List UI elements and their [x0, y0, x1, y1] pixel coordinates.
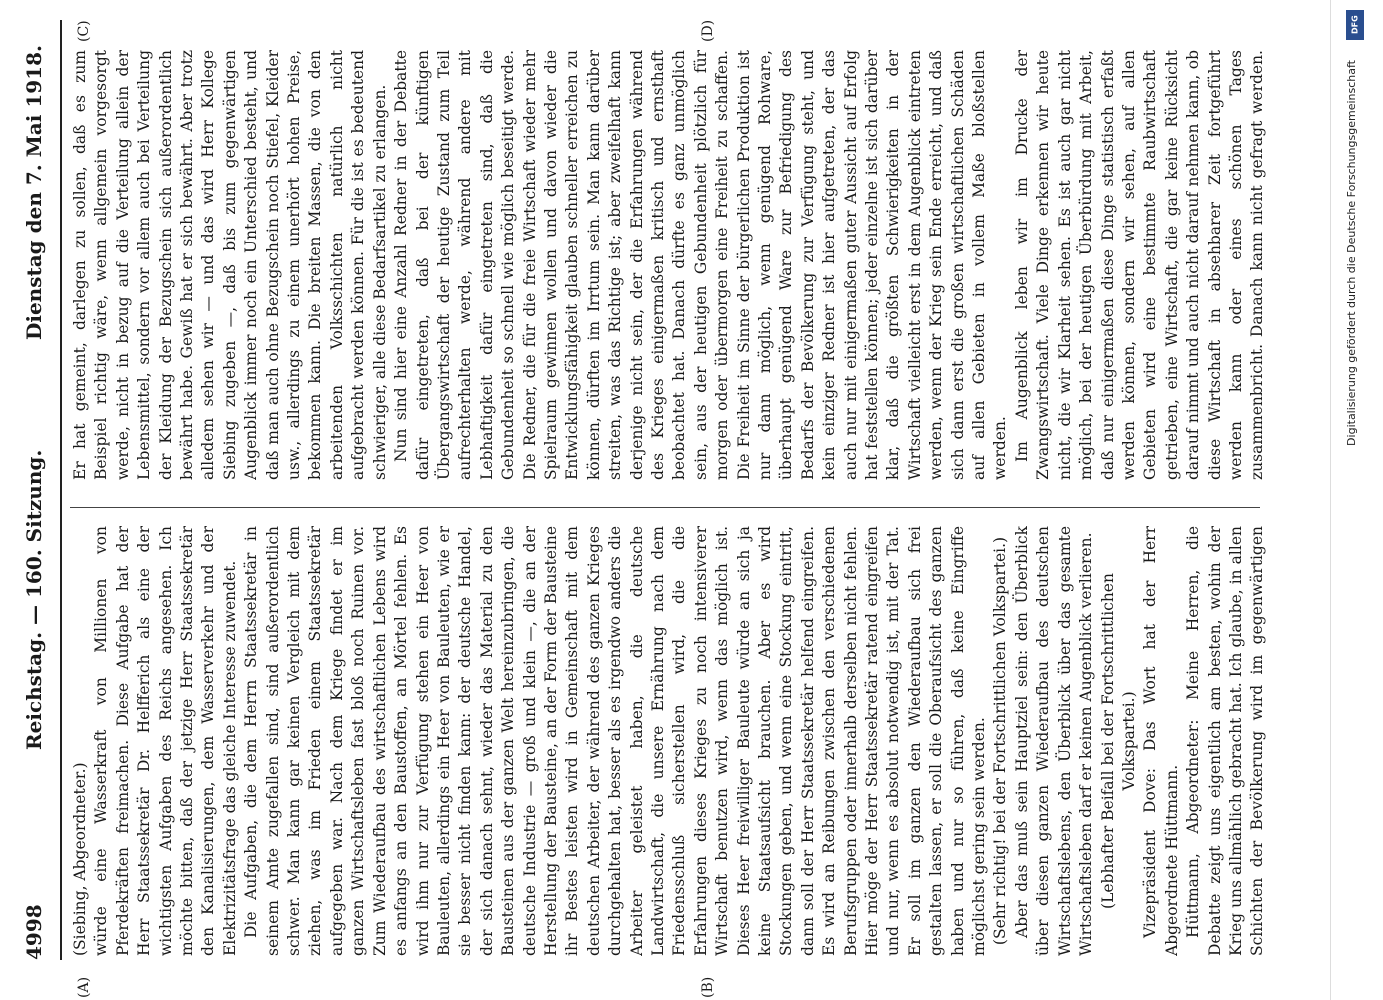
digitization-credit-text: Digitalisierung gefördert durch die Deutsche Forschungsgemeinschaft: [1345, 60, 1358, 446]
page-number: 4998: [22, 904, 46, 960]
paragraph: Er hat gemeint, darlegen zu sollen, daß es zum Beispiel richtig wäre, wenn allgemein vorgesorgt werde, nicht in bezug auf die Verteilung allein der Lebensmittel, sondern vor allem auch bei Verteilung der Kleidung der Bezugschein sich außerordentlich bewährt habe. Gewiß hat er sich bewährt. Aber trotz alledem sehen wir — und das wird Herr Kollege Siebing zugeben —, daß bis zum gegenwärtigen Augenblick immer noch ein Unterschied besteht, und daß man auch ohne Bezugschein noch Stiefel, Kleider usw., allerdings zu einem unerhört hohen Preise, bekommen kann. Die breiten Massen, die von den arbeitenden Volksschichten natürlich nicht aufgebracht werden können. Für die ist es bedeutend schwieriger, alle diese Bedarfsartikel zu erlangen.: [71, 50, 389, 480]
column-divider: [70, 507, 1260, 508]
digitization-credit: [1345, 60, 1365, 940]
dfg-logo: DFG: [1346, 10, 1364, 40]
scan-edge-rule: [1330, 0, 1331, 1000]
running-head: [8, 20, 62, 960]
interjection: (Lebhafter Beifall bei der Fortschrittlichen Volkspartei.): [1098, 573, 1138, 909]
margin-marker-a: (A): [76, 976, 92, 998]
margin-marker-c: (C): [76, 20, 92, 42]
paragraph: Die Aufgaben, die dem Herrn Staatssekretär in seinem Amte zugefallen sind, sind außerordentlich schwer. Man kann gar keinen Vergleich mit dem ziehen, was im Frieden einem Staatssekretär aufgegeben war. Nach dem Kriege findet er im ganzen Wirtschaftsleben fast bloß noch Ruinen vor. Zum Wiederaufbau des wirtschaftlichen Lebens wird es anfangs an den Baustoffen, an Mörtel fehlen. Es wird ihm nur zur Verfügung stehen ein Heer von Bauleuten, allerdings ein Heer von Bauleuten, wie er sie besser nicht finden kann: der deutsche Handel, der sich danach sehnt, wieder das Material zu den Bausteinen aus der ganzen Welt hereinzubringen, die deutsche Industrie — groß und klein —, die an der Herstellung der Bausteine, an der Form der Bausteine ihr Bestes leisten wird in Gemeinschaft mit dem deutschen Arbeiter, der während des ganzen Krieges durchgehalten hat, besser als es irgendwo anders die Arbeiter geleistet haben, die deutsche Landwirtschaft, die unsere Ernährung nach dem Friedensschluß sicherstellen wird, die die Erfahrungen dieses Krieges zu noch intensiverer Wirtschaft benutzen wird, wenn das möglich ist. Dieses Heer freiwilliger Bauleute würde an sich ja keine Staatsaufsicht brauchen. Aber es wird Stockungen geben, und wenn eine Stockung eintritt, dann soll der Herr Staatssekretär helfend eingreifen. Es wird an Reibungen zwischen den verschiedenen Berufsgruppen oder innerhalb derselben nicht fehlen. Hier möge der Herr Staatssekretär ratend eingreifen und nur, wenn es absolut notwendig ist, mit der Tat. Er soll im ganzen den Wiederaufbau sich frei gestalten lassen, er soll die Oberaufsicht des ganzen haben und nur so führen, daß keine Eingriffe möglichst gering sein werden.: [242, 526, 989, 956]
speaker-continuation-label: (Siebing, Abgeordneter.): [71, 762, 89, 956]
left-column: [70, 526, 1270, 956]
paragraph: Aber das muß sein Hauptziel sein: den Überblick über diesen ganzen Wiederaufbau des deutschen Wirtschaftslebens, den Überblick über das gesamte Wirtschaftsleben darf er keinen Augenblick verlieren.: [1012, 526, 1096, 956]
session-title: Reichstag. — 160. Sitzung.: [22, 449, 46, 750]
interjection: (Sehr richtig! bei der Fortschrittlichen Volkspartei.): [991, 536, 1010, 946]
margin-marker-d: (D): [700, 19, 716, 42]
session-date: Dienstag den 7. Mai 1918.: [22, 45, 46, 340]
chair-announcement: Vizepräsident Dove: Das Wort hat der Herr Abgeordnete Hüttmann.: [1141, 526, 1181, 956]
speech-paragraph: Hüttmann, Abgeordneter: Meine Herren, die Debatte zeigt uns eigentlich am besten, wohin der Krieg uns allmählich gebracht hat. Ich glaube, in allen Schichten der Bevölkerung wird im gegenwärtigen: [1184, 526, 1267, 956]
margin-marker-b: (B): [700, 976, 716, 998]
paragraph: würde eine Wasserkraft von Millionen von Pferdekräften freimachen. Diese Aufgabe hat der Herr Staatssekretär Dr. Helfferich als eine der wichtigsten Aufgaben des Reichs angesehen. Ich möchte bitten, daß der jetzige Herr Staatssekretär den Kanalisierungen, dem Wasserverkehr und der Elektrizitätsfrage das gleiche Interesse zuwendet.: [92, 526, 239, 956]
paragraph: Im Augenblick leben wir im Drucke der Zwangswirtschaft. Viele Dinge erkennen wir heute nicht, die wir Klarheit sehen. Es ist auch gar nicht möglich, bei der heutigen Überbürdung mit Arbeit, daß nur einigermaßen diese Dinge statistisch erfaßt werden können, sondern wir sehen, auf allen Gebieten wird eine bestimmte Raubwirtschaft getrieben, eine Wirtschaft, die gar keine Rücksicht darauf nimmt und auch nicht darauf nehmen kann, ob diese Wirtschaft in absehbarer Zeit fortgeführt werden kann oder eines schönen Tages zusammenbricht. Danach kann nicht gefragt werden.: [1012, 50, 1267, 480]
paragraph: Nun sind hier eine Anzahl Redner in der Debatte dafür eingetreten, daß bei der künftigen Übergangswirtschaft der heutige Zustand zum Teil aufrechterhalten werde, während andere mit Lebhaftigkeit dafür eingetreten sind, daß die Gebundenheit so schnell wie möglich beseitigt werde. Die Redner, die für die freie Wirtschaft wieder mehr Spielraum gewinnen wollen und davon wieder die Entwicklungsfähigkeit glauben schneller erreichen zu können, dürften im Irrtum sein. Man kann darüber streiten, was das Richtige ist; aber zweifelhaft kann derjenige nicht sein, der die Erfahrungen während des Krieges einigermaßen kritisch und ernsthaft beobachtet hat. Danach dürfte es ganz unmöglich sein, aus der heutigen Gebundenheit plötzlich für morgen oder übermorgen eine Freiheit zu schaffen. Die Freiheit im Sinne der bürgerlichen Produktion ist nur dann möglich, wenn genügend Rohware, überhaupt genügend Ware zur Befriedigung des Bedarfs der Bevölkerung zur Verfügung steht, und kein einziger Redner ist hier aufgetreten, der das auch nur mit einigermaßen guter Aussicht auf Erfolg hat feststellen können; jeder einzelne ist sich darüber klar, daß die größten Schwierigkeiten in der Wirtschaft vielleicht erst in dem Augenblick eintreten werden, wenn der Krieg sein Ende erreicht, und daß sich dann erst die großen wirtschaftlichen Schäden auf allen Gebieten in vollem Maße bloßstellen werden.: [392, 50, 1010, 480]
right-column: [70, 50, 1270, 480]
